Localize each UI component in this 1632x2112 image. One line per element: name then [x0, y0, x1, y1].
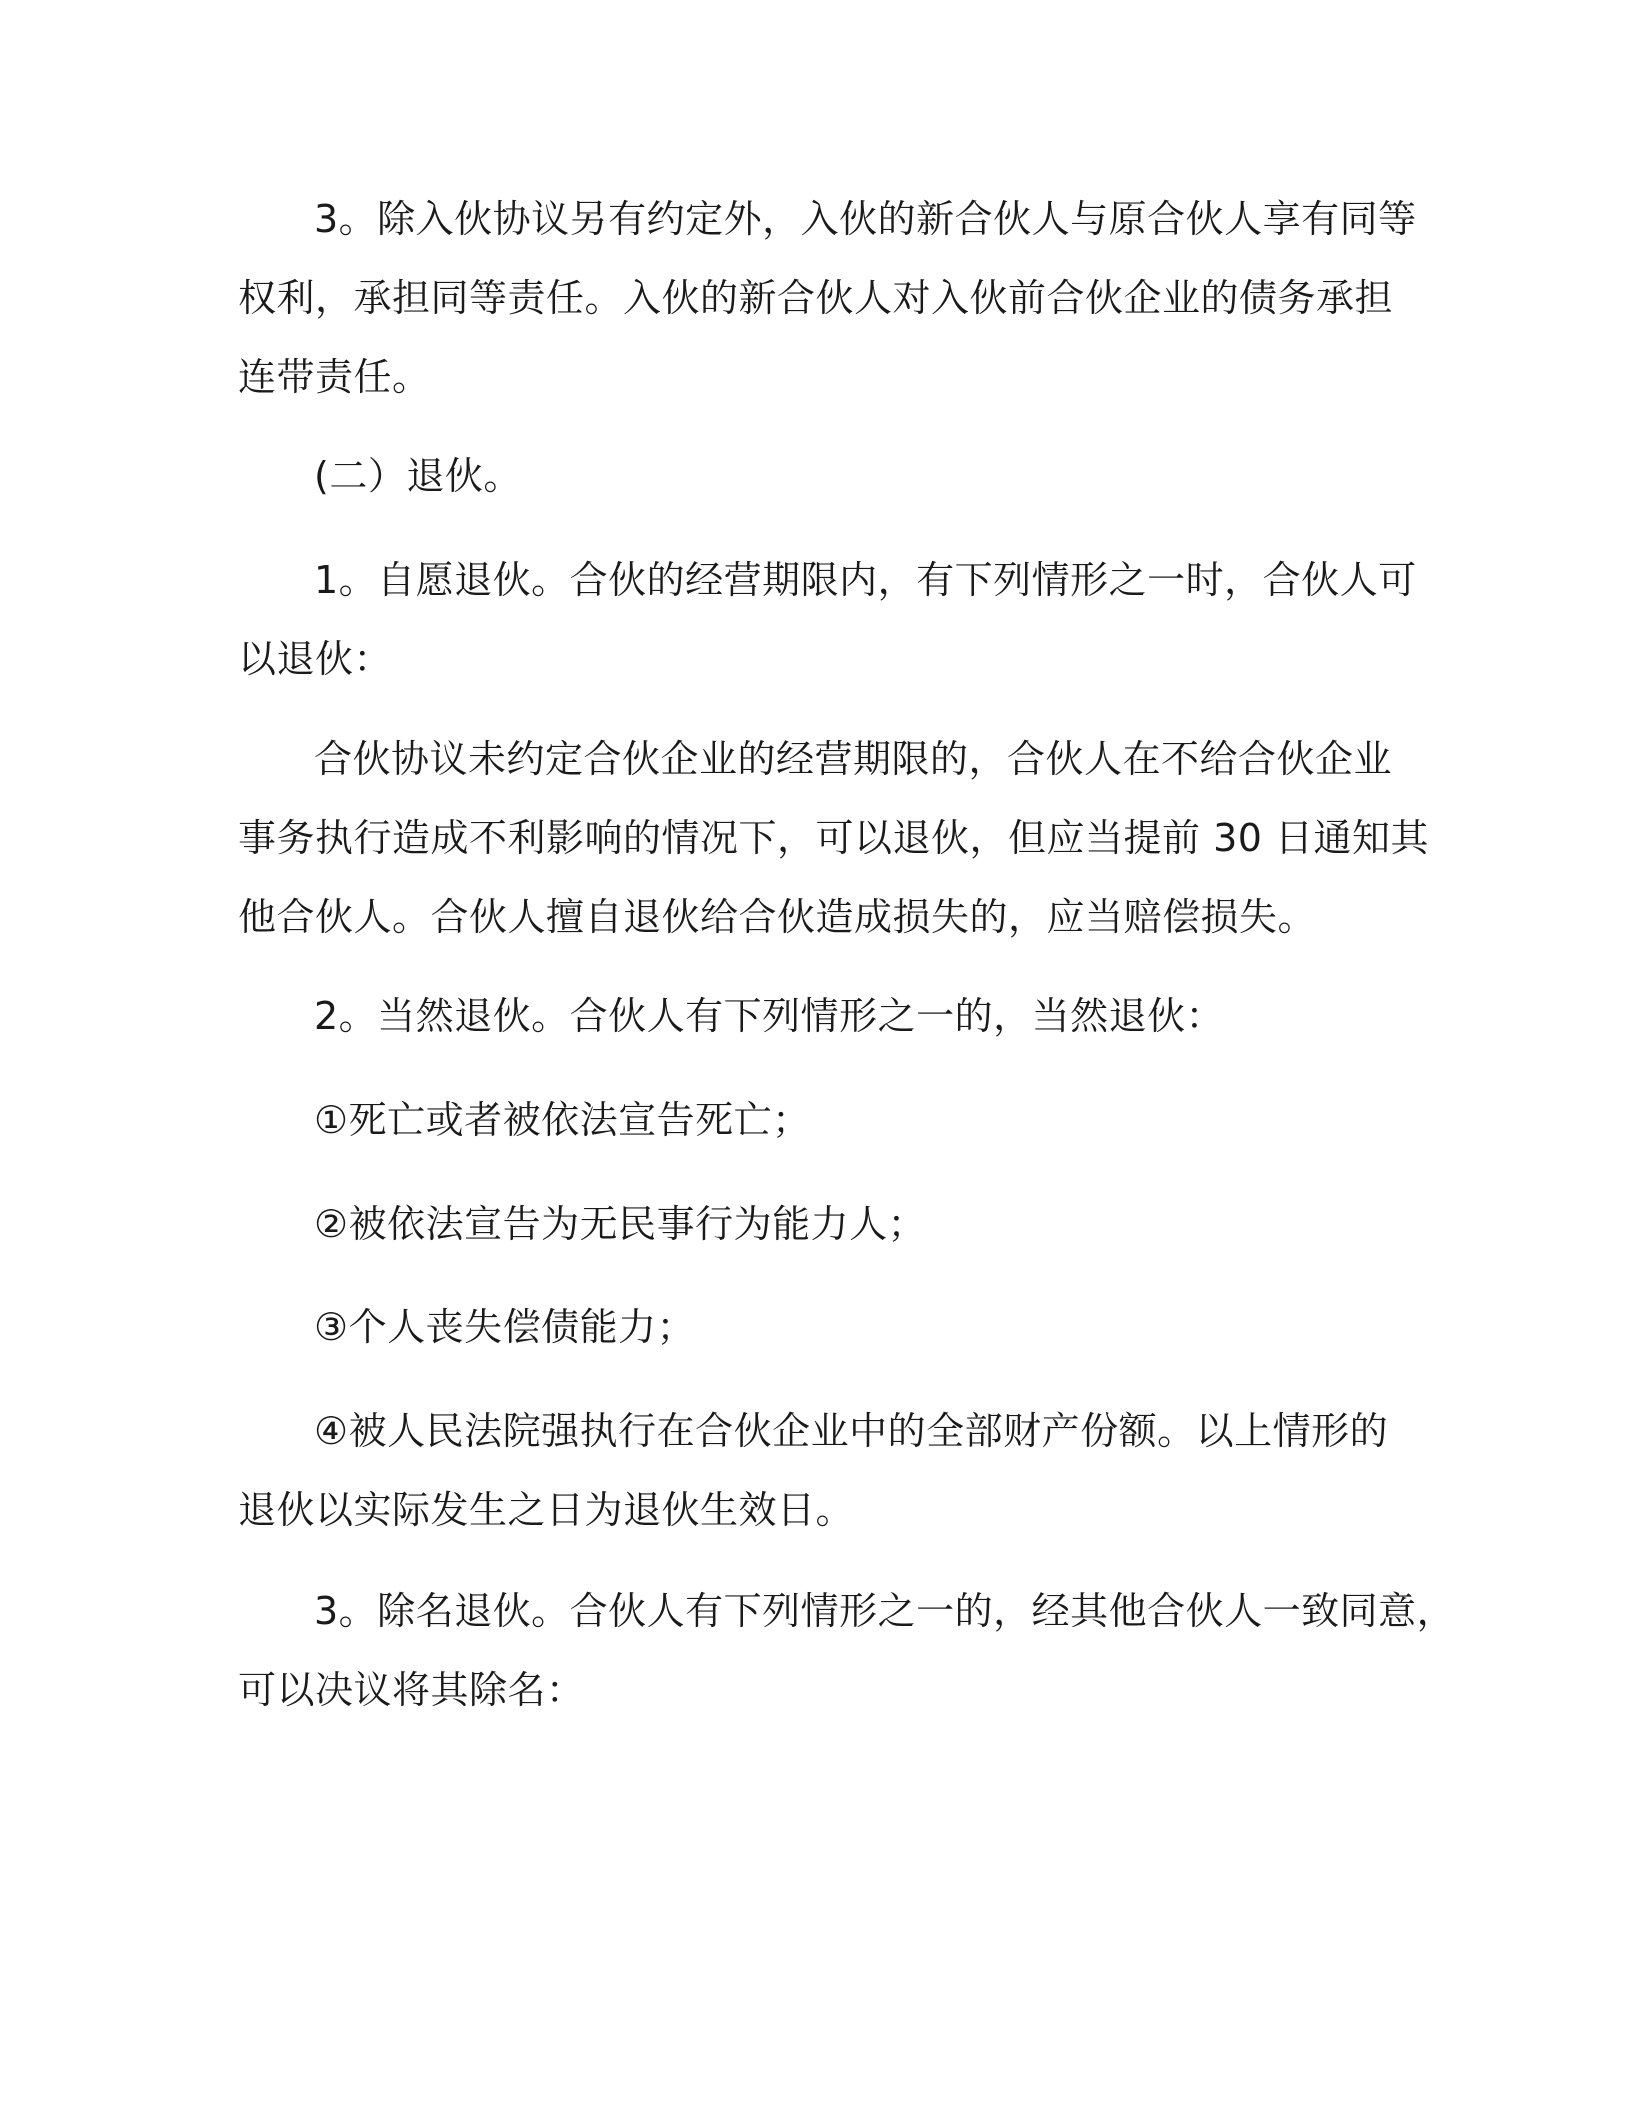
paragraph-expulsion: [238, 1572, 1456, 1730]
text-line: 3。除名退伙。合伙人有下列情形之一的，经其他合伙人一致同意，: [314, 1589, 1456, 1633]
paragraph-no-term-withdrawal: [238, 720, 1428, 957]
text-line: 1。自愿退伙。合伙的经营期限内，有下列情形之一时，合伙人可: [314, 558, 1417, 602]
list-item-insolvency: [238, 1288, 1428, 1367]
section-heading-withdrawal: [238, 437, 1428, 516]
text-line: ③个人丧失偿债能力；: [314, 1305, 696, 1349]
text-line: ②被依法宣告为无民事行为能力人；: [314, 1202, 927, 1246]
paragraph-automatic-withdrawal: [238, 977, 1428, 1056]
paragraph-voluntary-withdrawal: [238, 541, 1428, 699]
text-line: 2。当然退伙。合伙人有下列情形之一的，当然退伙：: [314, 994, 1225, 1038]
list-item-death: [238, 1081, 1428, 1160]
text-line: 事务执行造成不利影响的情况下，可以退伙，但应当提前 30 日通知其: [238, 816, 1430, 860]
text-line: 以退伙：: [238, 637, 393, 681]
text-line: ①死亡或者被依法宣告死亡；: [314, 1098, 811, 1142]
text-line: 他合伙人。合伙人擅自退伙给合伙造成损失的，应当赔偿损失。: [238, 895, 1317, 939]
text-line: 权利，承担同等责任。入伙的新合伙人对入伙前合伙企业的债务承担: [238, 276, 1394, 320]
list-item-incapacity: [238, 1185, 1428, 1264]
text-line: 合伙协议未约定合伙企业的经营期限的，合伙人在不给合伙企业: [314, 737, 1393, 781]
text-line: 3。除入伙协议另有约定外，入伙的新合伙人与原合伙人享有同等: [314, 197, 1417, 241]
text-line: ④被人民法院强执行在合伙企业中的全部财产份额。以上情形的: [314, 1409, 1389, 1453]
text-line: 连带责任。: [238, 355, 431, 399]
text-line: 可以决议将其除名：: [238, 1668, 585, 1712]
text-line: (二）退伙。: [314, 454, 522, 498]
text-line: 退伙以实际发生之日为退伙生效日。: [238, 1488, 855, 1532]
list-item-enforcement: [238, 1392, 1428, 1550]
paragraph-admission-rights: [238, 180, 1428, 417]
